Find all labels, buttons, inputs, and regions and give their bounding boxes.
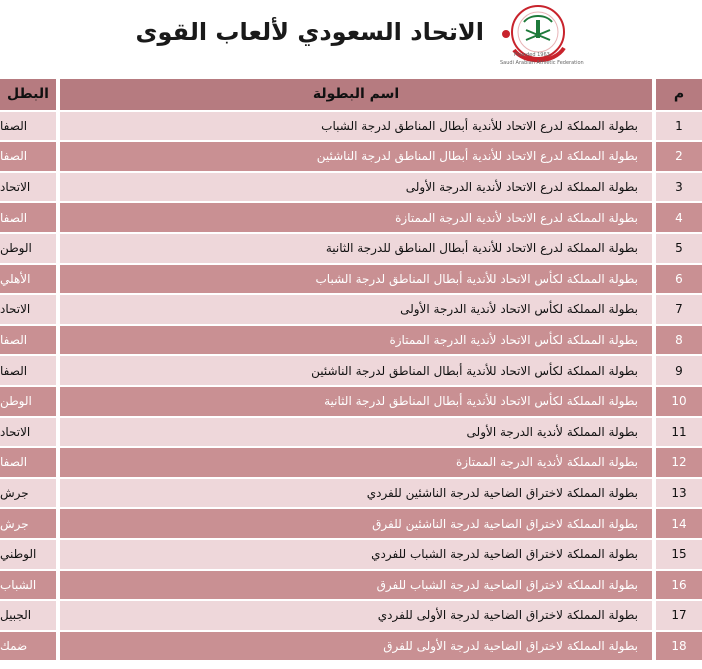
row-number-cell: 12 <box>656 448 702 477</box>
champion-cell <box>0 234 56 263</box>
championship-name-text: بطولة المملكة لدرع الاتحاد للأندية أبطال المناطق للدرجة الثانية <box>325 241 638 256</box>
champion-cell <box>0 142 56 171</box>
row-number-cell: 5 <box>656 234 702 263</box>
row-number-cell: 4 <box>656 203 702 232</box>
championship-name-cell <box>60 387 652 416</box>
championship-name-cell <box>60 448 652 477</box>
table-row <box>0 538 702 569</box>
championship-name-text: بطولة المملكة لاختراق الضاحية لدرجة الناشئين للفرق <box>372 516 638 531</box>
table-row <box>0 354 702 385</box>
championship-name-cell <box>60 173 652 202</box>
championship-name-cell <box>60 112 652 141</box>
champion-cell <box>0 540 56 569</box>
champion-text: الوطني <box>0 547 37 562</box>
championship-name-cell <box>60 632 652 661</box>
championship-name-text: بطولة المملكة لدرع الاتحاد للأندية أبطال المناطق لدرجة الناشئين <box>316 149 638 164</box>
champion-text: الصفا <box>0 455 28 470</box>
column-header-champion: البطل <box>0 79 56 110</box>
champion-text: جرش <box>0 516 29 531</box>
champion-cell <box>0 295 56 324</box>
column-header-name: اسم البطولة <box>60 79 652 110</box>
champion-text: الصفا <box>0 333 28 348</box>
champion-text: الوطن <box>0 241 32 256</box>
championship-name-text: بطولة المملكة لاختراق الضاحية لدرجة الشباب للفرق <box>376 577 638 592</box>
champion-text: الشباب <box>0 577 37 592</box>
table-row <box>0 201 702 232</box>
championship-name-cell <box>60 509 652 538</box>
championship-name-cell <box>60 418 652 447</box>
championship-name-cell <box>60 326 652 355</box>
row-number-cell: 17 <box>656 601 702 630</box>
table-row <box>0 599 702 630</box>
championship-name-text: بطولة المملكة لأندية الدرجة الممتازة <box>455 455 638 470</box>
champion-cell <box>0 479 56 508</box>
championship-name-text: بطولة المملكة لكأس الاتحاد لأندية الدرجة الأولى <box>400 302 638 317</box>
championship-name-cell <box>60 479 652 508</box>
page-title: الاتحاد السعودي لألعاب القوى <box>135 18 484 46</box>
championship-name-text: بطولة المملكة لاختراق الضاحية لدرجة الشباب للفردي <box>371 547 638 562</box>
champion-text: ضمك <box>0 638 28 653</box>
table-row <box>0 171 702 202</box>
championship-name-text: بطولة المملكة لدرع الاتحاد للأندية أبطال المناطق لدرجة الشباب <box>321 118 638 133</box>
row-number-cell: 13 <box>656 479 702 508</box>
championship-name-cell <box>60 234 652 263</box>
table-row <box>0 324 702 355</box>
champion-cell <box>0 356 56 385</box>
table-row <box>0 477 702 508</box>
championship-name-cell <box>60 540 652 569</box>
table-row <box>0 232 702 263</box>
logo-founded-text: Founded 1963 <box>514 52 550 58</box>
champion-cell <box>0 448 56 477</box>
championship-name-text: بطولة المملكة لكأس الاتحاد للأندية أبطال المناطق لدرجة الشباب <box>315 271 638 286</box>
championship-name-text: بطولة المملكة لدرع الاتحاد لأندية الدرجة الممتازة <box>395 210 638 225</box>
championship-name-text: بطولة المملكة لدرع الاتحاد لأندية الدرجة الأولى <box>405 180 638 195</box>
table-row <box>0 416 702 447</box>
championship-name-text: بطولة المملكة لكأس الاتحاد للأندية أبطال المناطق لدرجة الثانية <box>324 394 638 409</box>
table-row <box>0 385 702 416</box>
column-header-number: م <box>656 79 702 110</box>
row-number-cell: 15 <box>656 540 702 569</box>
row-number-cell: 7 <box>656 295 702 324</box>
table-row <box>0 110 702 141</box>
row-number-cell: 9 <box>656 356 702 385</box>
champion-text: جرش <box>0 486 29 501</box>
championship-name-text: بطولة المملكة لكأس الاتحاد للأندية أبطال المناطق لدرجة الناشئين <box>311 363 638 378</box>
champion-text: الجبيل <box>0 608 32 623</box>
row-number-cell: 16 <box>656 571 702 600</box>
champion-cell <box>0 571 56 600</box>
champion-cell <box>0 203 56 232</box>
table-row <box>0 507 702 538</box>
championship-name-text: بطولة المملكة لاختراق الضاحية لدرجة الأولى للفرق <box>383 638 638 653</box>
championship-name-cell <box>60 142 652 171</box>
championship-name-text: بطولة المملكة لاختراق الضاحية لدرجة الناشئين للفردي <box>366 486 638 501</box>
champion-text: الصفا <box>0 149 28 164</box>
champion-text: الأهلي <box>0 271 31 286</box>
row-number-cell: 3 <box>656 173 702 202</box>
championship-name-cell <box>60 265 652 294</box>
championship-name-cell <box>60 203 652 232</box>
row-number-cell: 8 <box>656 326 702 355</box>
table-row <box>0 630 702 661</box>
championship-name-text: بطولة المملكة لاختراق الضاحية لدرجة الأولى للفردي <box>377 608 638 623</box>
champion-cell <box>0 509 56 538</box>
championship-name-cell <box>60 601 652 630</box>
champion-text: الاتحاد <box>0 180 31 195</box>
table-row <box>0 263 702 294</box>
champion-text: الصفا <box>0 210 28 225</box>
row-number-cell: 6 <box>656 265 702 294</box>
champion-cell <box>0 632 56 661</box>
table-row <box>0 446 702 477</box>
champion-cell <box>0 387 56 416</box>
champion-cell <box>0 601 56 630</box>
champion-text: الصفا <box>0 118 28 133</box>
row-number-cell: 2 <box>656 142 702 171</box>
table-header-row <box>0 79 702 110</box>
championship-name-cell <box>60 571 652 600</box>
champion-cell <box>0 173 56 202</box>
champion-text: الاتحاد <box>0 424 31 439</box>
champion-cell <box>0 265 56 294</box>
champion-cell <box>0 418 56 447</box>
row-number-cell: 14 <box>656 509 702 538</box>
championship-name-cell <box>60 295 652 324</box>
champion-cell <box>0 326 56 355</box>
champion-text: الصفا <box>0 363 28 378</box>
table-row <box>0 569 702 600</box>
row-number-cell: 10 <box>656 387 702 416</box>
table-row <box>0 140 702 171</box>
row-number-cell: 1 <box>656 112 702 141</box>
championship-name-text: بطولة المملكة لكأس الاتحاد لأندية الدرجة الممتازة <box>389 333 638 348</box>
championship-name-text: بطولة المملكة لأندية الدرجة الأولى <box>466 424 638 439</box>
table-row <box>0 293 702 324</box>
champion-text: الاتحاد <box>0 302 31 317</box>
row-number-cell: 11 <box>656 418 702 447</box>
logo-federation-text: Saudi Arabian Athletic Federation <box>500 60 584 66</box>
row-number-cell: 18 <box>656 632 702 661</box>
championship-name-cell <box>60 356 652 385</box>
champion-text: الوطن <box>0 394 32 409</box>
page-header <box>0 0 702 72</box>
champion-cell <box>0 112 56 141</box>
championship-table <box>0 79 702 660</box>
